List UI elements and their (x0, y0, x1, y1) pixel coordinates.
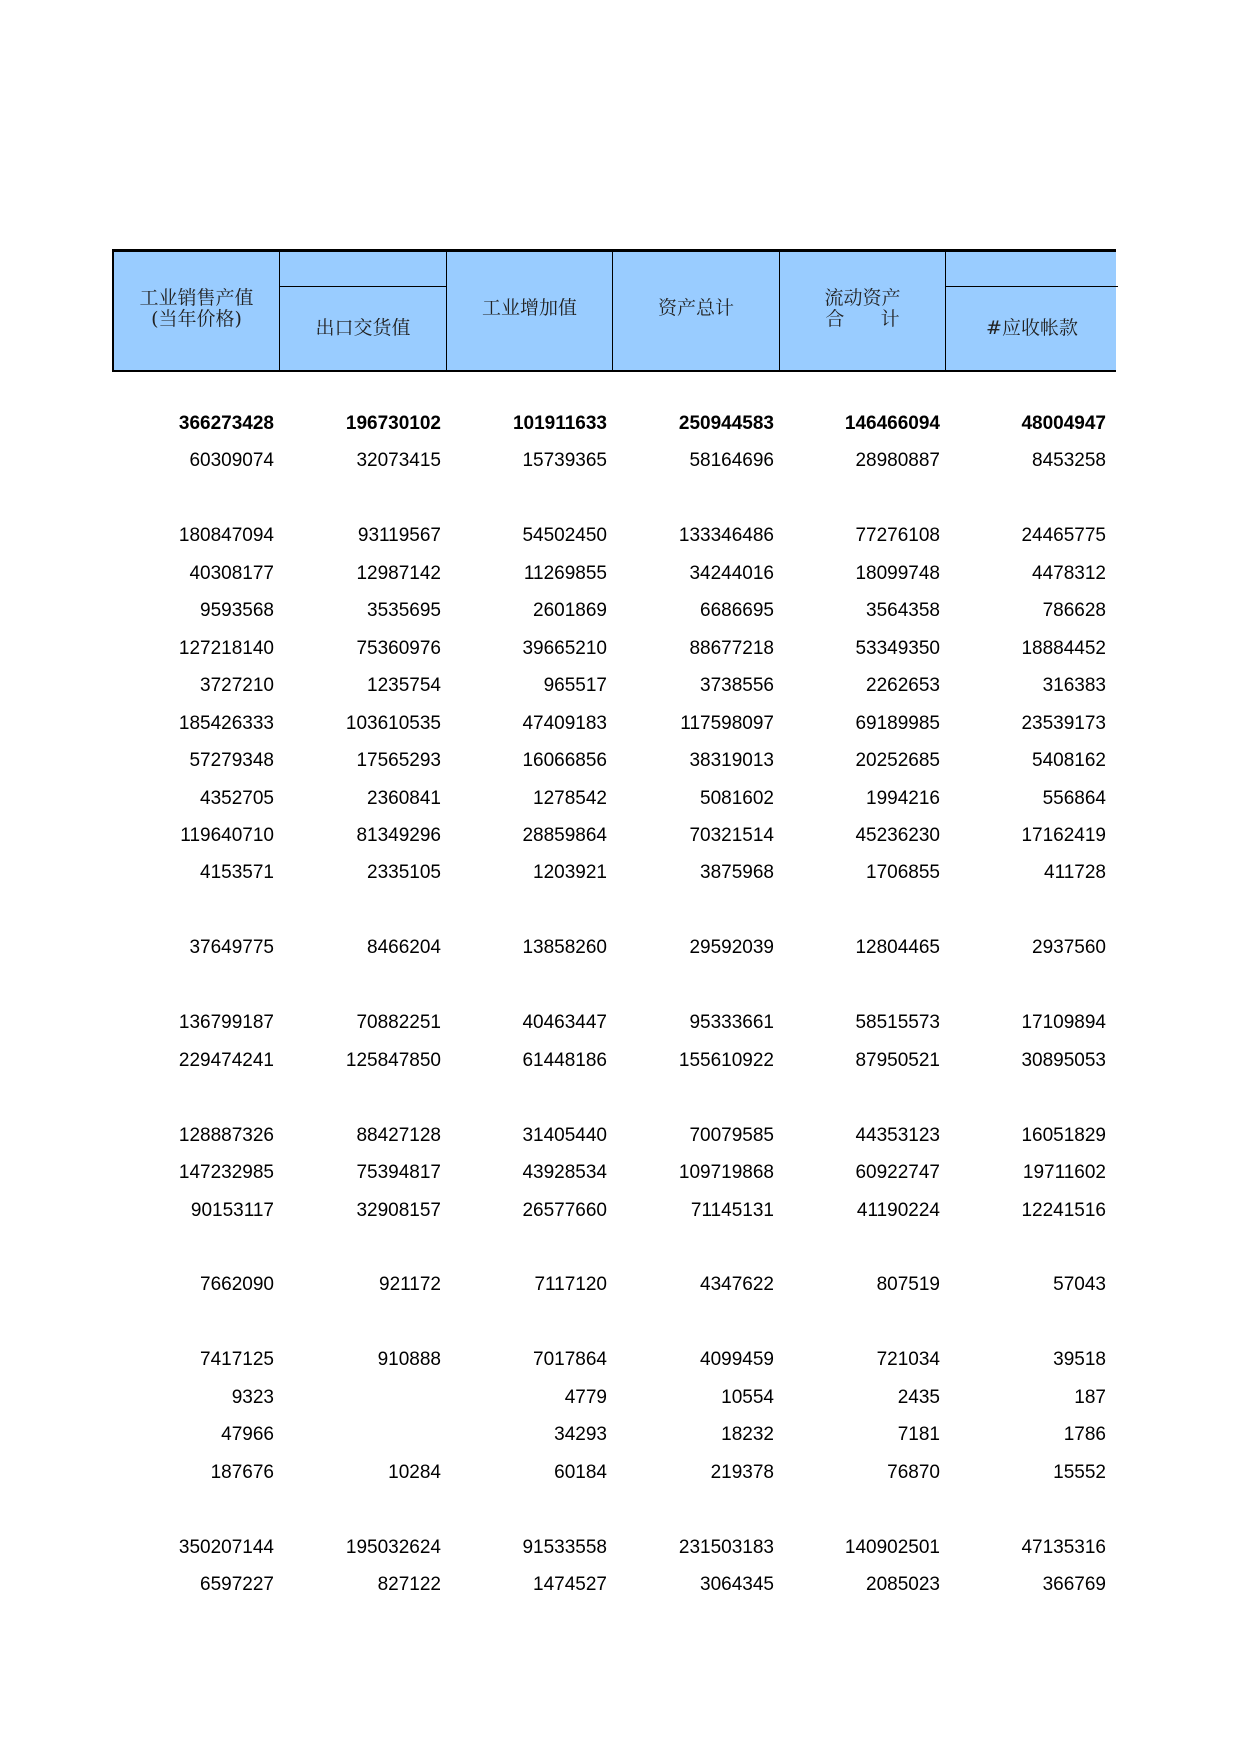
table-cell: 109719868 (678, 1162, 774, 1183)
table-cell: 81349296 (356, 825, 441, 846)
table-cell: 47135316 (1021, 1536, 1106, 1558)
table-cell: 39518 (1053, 1349, 1106, 1371)
table-cell: 147232985 (178, 1162, 274, 1183)
table-cell: 4153571 (200, 862, 274, 884)
header-industrial-sales-value: 工业销售产值 (当年价格) (139, 287, 254, 330)
table-cell: 1786 (1063, 1424, 1106, 1446)
table-cell: 53349350 (855, 637, 940, 659)
table-cell: 69189985 (855, 712, 940, 734)
table-cell: 75360976 (356, 637, 441, 659)
table-cell: 7017864 (533, 1349, 607, 1371)
table-cell: 125847850 (345, 1049, 441, 1071)
table-cell: 88677218 (689, 637, 774, 659)
table-cell: 95333661 (689, 1012, 774, 1034)
table-cell: 910888 (377, 1349, 441, 1371)
table-cell: 136799187 (178, 1012, 274, 1034)
table-cell: 5081602 (700, 787, 774, 809)
table-cell: 9323 (231, 1386, 274, 1408)
table-header (112, 252, 1116, 372)
table-cell: 2435 (897, 1386, 940, 1408)
table-cell: 103610535 (345, 712, 441, 734)
table-cell: 37649775 (189, 937, 274, 959)
table-cell: 3064345 (700, 1574, 774, 1595)
table-cell: 187 (1074, 1386, 1106, 1408)
table-cell: 75394817 (356, 1162, 441, 1183)
table-cell: 60309074 (189, 450, 274, 472)
table-cell: 26577660 (522, 1199, 607, 1221)
header-divider (945, 252, 946, 370)
table-cell: 12987142 (356, 562, 441, 584)
table-cell: 6686695 (700, 600, 774, 622)
table-cell: 119640710 (180, 825, 274, 846)
table-cell: 7662090 (200, 1274, 274, 1296)
table-cell: 19711602 (1022, 1162, 1106, 1183)
table-cell: 1474527 (533, 1574, 607, 1595)
table-cell: 18232 (721, 1424, 774, 1446)
table-cell: 127218140 (178, 637, 274, 659)
table-cell: 4478312 (1032, 562, 1106, 584)
table-cell: 2335105 (367, 862, 441, 884)
table-cell: 40463447 (522, 1012, 607, 1034)
table-cell: 29592039 (689, 937, 774, 959)
table-cell: 32908157 (356, 1199, 441, 1221)
table-cell: 366769 (1042, 1574, 1106, 1595)
header-divider (279, 252, 280, 370)
table-cell: 1203921 (533, 862, 607, 884)
table-cell: 28980887 (855, 450, 940, 472)
table-cell: 54502450 (522, 525, 607, 547)
header-export-delivery-value: 出口交货值 (315, 317, 411, 339)
table-cell: 556864 (1042, 787, 1106, 809)
table-cell: 4347622 (700, 1274, 774, 1296)
table-cell: 18099748 (855, 562, 940, 584)
table-cell: 28859864 (522, 825, 607, 846)
table-cell: 38319013 (689, 750, 774, 772)
table-cell: 8466204 (367, 937, 441, 959)
header-subdivider (279, 286, 446, 287)
table-cell: 13858260 (522, 937, 607, 959)
table-cell: 1994216 (866, 787, 940, 809)
table-cell: 48004947 (1021, 413, 1106, 434)
table-cell: 4779 (564, 1386, 607, 1408)
table-cell: 10554 (721, 1386, 774, 1408)
table-cell: 187676 (210, 1461, 274, 1483)
table-cell: 195032624 (345, 1536, 441, 1558)
table-cell: 39665210 (522, 637, 607, 659)
table-cell: 133346486 (678, 525, 774, 547)
table-cell: 117598097 (680, 712, 774, 734)
table-cell: 827122 (377, 1574, 441, 1595)
table-cell: 196730102 (345, 413, 441, 434)
table-cell: 77276108 (855, 525, 940, 547)
table-cell: 43928534 (522, 1162, 607, 1183)
table-cell: 57279348 (189, 750, 274, 772)
table-cell: 5408162 (1032, 750, 1106, 772)
header-accounts-receivable: #应收帐款 (986, 317, 1078, 339)
table-cell: 316383 (1042, 675, 1106, 697)
table-cell: 721034 (876, 1349, 940, 1371)
table-cell: 32073415 (356, 450, 441, 472)
table-cell: 44353123 (855, 1124, 940, 1146)
table-cell: 786628 (1042, 600, 1106, 622)
table-cell: 70321514 (689, 825, 774, 846)
table-cell: 1278542 (533, 787, 607, 809)
table-cell: 155610922 (678, 1049, 774, 1071)
table-cell: 41190224 (856, 1199, 940, 1221)
table-cell: 411728 (1044, 862, 1106, 884)
table-cell: 31405440 (522, 1124, 607, 1146)
table-cell: 87950521 (855, 1049, 940, 1071)
table-cell: 12804465 (855, 937, 940, 959)
table-cell: 1235754 (367, 675, 441, 697)
header-subdivider (945, 286, 1118, 287)
table-cell: 40308177 (189, 562, 274, 584)
table-cell: 965517 (543, 675, 607, 697)
table-cell: 4099459 (700, 1349, 774, 1371)
table-cell: 807519 (876, 1274, 940, 1296)
table-cell: 3727210 (200, 675, 274, 697)
table-cell: 2937560 (1032, 937, 1106, 959)
table-cell: 128887326 (178, 1124, 274, 1146)
table-cell: 45236230 (855, 825, 940, 846)
header-industrial-added-value: 工业增加值 (481, 297, 577, 319)
table-cell: 3535695 (367, 600, 441, 622)
table-cell: 34244016 (689, 562, 774, 584)
table-cell: 17162419 (1021, 825, 1106, 846)
table-cell: 366273428 (178, 413, 274, 434)
table-cell: 2601869 (533, 600, 607, 622)
table-cell: 231503183 (678, 1536, 774, 1558)
table-cell: 180847094 (178, 525, 274, 547)
table-cell: 57043 (1053, 1274, 1106, 1296)
table-cell: 88427128 (356, 1124, 441, 1146)
table-cell: 20252685 (855, 750, 940, 772)
table-cell: 58515573 (855, 1012, 940, 1034)
table-cell: 47409183 (522, 712, 607, 734)
table-cell: 24465775 (1021, 525, 1106, 547)
header-total-assets: 资产总计 (657, 297, 734, 319)
header-current-assets-total: 流动资产 合 计 (824, 287, 901, 330)
table-cell: 23539173 (1021, 712, 1106, 734)
table-cell: 250944583 (678, 413, 774, 434)
table-cell: 350207144 (178, 1536, 274, 1558)
table-cell: 3564358 (866, 600, 940, 622)
table-cell: 93119567 (357, 525, 441, 547)
table-cell: 34293 (554, 1424, 607, 1446)
table-cell: 47966 (221, 1424, 274, 1446)
table-cell: 7181 (897, 1424, 940, 1446)
table-cell: 18884452 (1021, 637, 1106, 659)
table-cell: 4352705 (200, 787, 274, 809)
table-cell: 101911633 (512, 413, 607, 434)
table-cell: 10284 (388, 1461, 441, 1483)
table-cell: 15739365 (522, 450, 607, 472)
table-cell: 921172 (379, 1274, 441, 1296)
table-cell: 17565293 (356, 750, 441, 772)
table-cell: 58164696 (689, 450, 774, 472)
table-cell: 3738556 (700, 675, 774, 697)
table-cell: 16051829 (1021, 1124, 1106, 1146)
table-cell: 219378 (710, 1461, 774, 1483)
table-cell: 1706855 (866, 862, 940, 884)
table-cell: 3875968 (700, 862, 774, 884)
table-cell: 60922747 (855, 1162, 940, 1183)
table-cell: 16066856 (522, 750, 607, 772)
table-cell: 11269855 (523, 562, 607, 584)
table-cell: 8453258 (1032, 450, 1106, 472)
table-cell: 60184 (554, 1461, 607, 1483)
table-cell: 146466094 (844, 413, 940, 434)
table-cell: 2262653 (866, 675, 940, 697)
table-cell: 7417125 (200, 1349, 274, 1371)
table-cell: 229474241 (178, 1049, 274, 1071)
table-cell: 70079585 (689, 1124, 774, 1146)
table-cell: 185426333 (178, 712, 274, 734)
table-cell: 17109894 (1021, 1012, 1106, 1034)
table-cell: 6597227 (200, 1574, 274, 1595)
table-cell: 30895053 (1021, 1049, 1106, 1071)
table-cell: 12241516 (1021, 1199, 1106, 1221)
table-cell: 140902501 (844, 1536, 940, 1558)
table-cell: 91533558 (522, 1536, 607, 1558)
table-cell: 61448186 (522, 1049, 607, 1071)
table-cell: 70882251 (356, 1012, 441, 1034)
table-cell: 15552 (1053, 1461, 1106, 1483)
table-cell: 7117120 (534, 1274, 607, 1296)
table-cell: 9593568 (200, 600, 274, 622)
table-cell: 71145131 (690, 1199, 774, 1221)
table-cell: 2085023 (866, 1574, 940, 1595)
table-cell: 76870 (887, 1461, 940, 1483)
table-cell: 2360841 (367, 787, 441, 809)
table-cell: 90153117 (190, 1199, 274, 1221)
